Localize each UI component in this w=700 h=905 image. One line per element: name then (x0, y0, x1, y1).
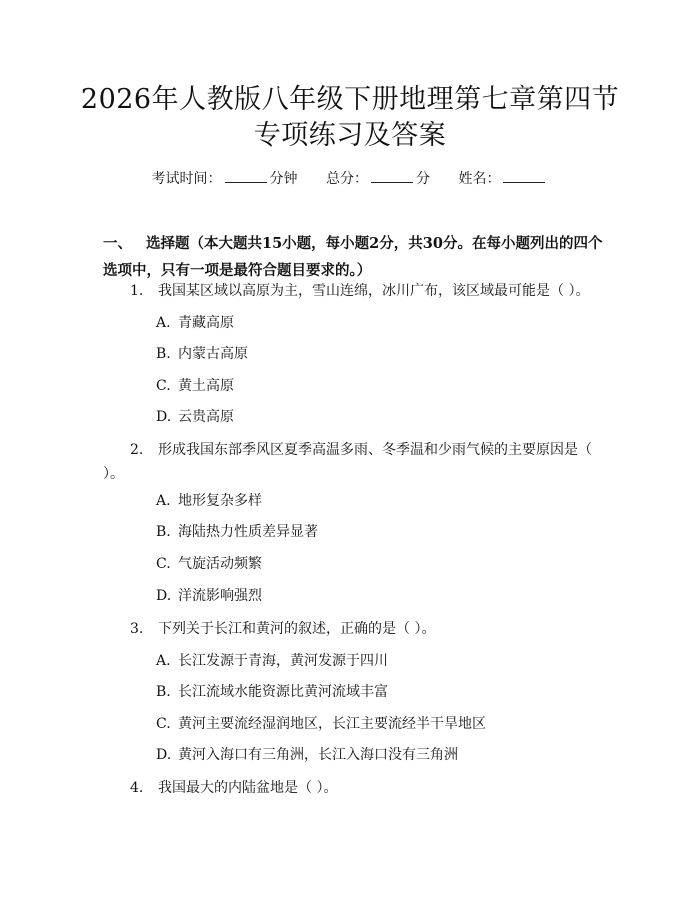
question-text: 我国最大的内陆盆地是（ ）。 (158, 780, 338, 796)
total-score-blank (371, 168, 413, 183)
q2-option-d (156, 586, 262, 606)
q1-option-a (156, 313, 234, 333)
option-letter: A. (156, 653, 171, 669)
option-letter: D. (156, 409, 172, 425)
student-name-field (458, 171, 548, 187)
q2-option-c (156, 554, 262, 574)
q3-option-a (156, 651, 388, 671)
option-letter: C. (156, 716, 171, 732)
total-score-field (326, 171, 434, 187)
option-text: 气旋活动频繁 (178, 556, 262, 572)
option-letter: D. (156, 747, 172, 763)
total-score-label: 总分： (326, 171, 368, 187)
option-letter: A. (156, 493, 171, 509)
exam-time-label: 考试时间： (151, 171, 222, 187)
q3-option-c (156, 714, 486, 734)
total-score-unit: 分 (416, 171, 430, 187)
question-text: 下列关于长江和黄河的叙述，正确的是（ ）。 (158, 621, 436, 637)
exam-time-unit: 分钟 (269, 171, 298, 187)
option-text: 青藏高原 (178, 315, 234, 331)
q3-option-b (156, 682, 388, 702)
q2-option-b (156, 522, 318, 542)
question-text: 形成我国东部季风区夏季高温多雨、冬季温和少雨气候的主要原因是（ ）。 (103, 442, 592, 482)
q1-option-b (156, 344, 248, 364)
option-text: 地形复杂多样 (178, 493, 262, 509)
option-text: 黄土高原 (178, 378, 234, 394)
student-name-label: 姓名： (458, 171, 501, 187)
q2-option-a (156, 491, 262, 511)
option-letter: B. (156, 524, 171, 540)
option-letter: C. (156, 556, 171, 572)
option-letter: B. (156, 684, 171, 700)
option-text: 内蒙古高原 (178, 346, 248, 362)
option-text: 黄河主要流经湿润地区，长江主要流经半干旱地区 (178, 716, 486, 732)
question-number: 2. (130, 442, 144, 458)
q3-option-d (156, 745, 458, 765)
option-text: 海陆热力性质差异显著 (178, 524, 318, 540)
page-title-line-2: 专项练习及答案 (253, 120, 447, 151)
section-instructions: 选择题（本大题共15小题，每小题2分，共30分。在每小题列出的四个选项中，只有一项是最符合题目要求的。） (103, 235, 603, 279)
option-letter: D. (156, 588, 172, 604)
question-number: 3. (130, 621, 144, 637)
option-text: 洋流影响强烈 (178, 588, 262, 604)
q1-option-c (156, 376, 234, 396)
option-letter: A. (156, 315, 171, 331)
question-number: 4. (130, 780, 144, 796)
option-text: 黄河入海口有三角洲，长江入海口没有三角洲 (178, 747, 458, 763)
exam-time-field (152, 171, 302, 187)
question-1 (130, 281, 589, 301)
option-text: 长江流域水能资源比黄河流域丰富 (178, 684, 388, 700)
section-number: 一、 (103, 235, 132, 252)
question-4 (130, 778, 337, 798)
question-number: 1. (130, 283, 144, 299)
exam-time-blank (225, 168, 267, 183)
student-name-blank (503, 168, 545, 183)
option-letter: B. (156, 346, 171, 362)
question-2 (103, 438, 601, 486)
option-text: 云贵高原 (178, 409, 234, 425)
question-text: 我国某区域以高原为主，雪山连绵，冰川广布，该区域最可能是（ ）。 (158, 283, 590, 299)
page-title-line-1: 2026年人教版八年级下册地理第七章第四节 (80, 84, 620, 115)
option-letter: C. (156, 378, 171, 394)
q1-option-d (156, 407, 234, 427)
question-3 (130, 619, 435, 639)
exam-info-row (0, 168, 700, 189)
option-text: 长江发源于青海，黄河发源于四川 (178, 653, 388, 669)
section-heading (103, 230, 603, 284)
